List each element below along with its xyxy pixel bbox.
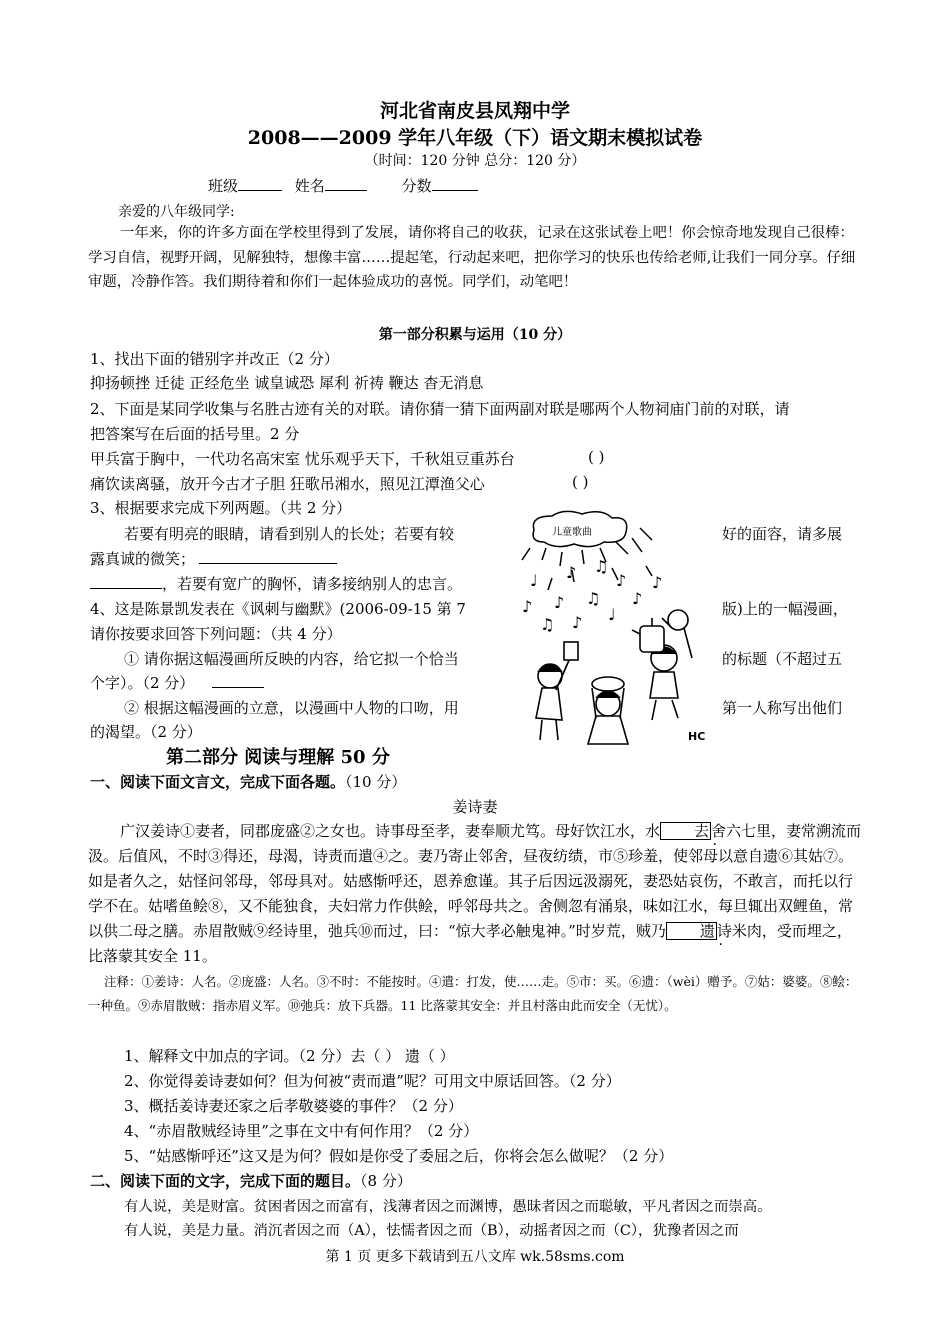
page-footer: 第 1 页 更多下载请到五八文库 wk.58sms.com <box>325 1249 625 1265</box>
sec1-heading-line <box>90 771 406 792</box>
q4-line2: 请你按要求回答下列问题：（共 4 分） <box>90 625 342 643</box>
svg-text:♫: ♫ <box>586 589 601 608</box>
svg-text:♪: ♪ <box>572 613 583 632</box>
passage-body <box>88 819 862 969</box>
school-name: 河北省南皮县凤翔中学 <box>379 100 570 122</box>
svg-text:♪: ♪ <box>616 571 627 590</box>
passage-notes: 注释：①姜诗：人名。②庞盛：人名。③不时：不能按时。④遣：打发，使……走。⑤市：买。⑥遗：（wèi）赠予。⑦姑：婆婆。⑧鲙：一种鱼。⑨赤眉散贼：指赤眉义军。⑩弛兵：放下兵器。11 比落蒙其安全：并且村落由此而安全（无忧）。 <box>88 974 858 1013</box>
passage-part-a: 广汉姜诗①妻者，同郡庞盛②之女也。诗事母至孝，妻奉顺尤笃。母好饮江水，水 <box>120 822 661 840</box>
name-blank <box>325 176 367 191</box>
q3-line3 <box>90 573 462 594</box>
class-blank <box>238 176 282 191</box>
svg-text:♪: ♪ <box>652 573 663 592</box>
cartoon-illustration <box>512 508 712 756</box>
right-child-pot <box>640 626 664 652</box>
name-label: 姓名 <box>294 177 325 195</box>
left-child-cup <box>564 642 578 660</box>
q2-line1: 2、下面是某同学收集与名胜古迹有关的对联。请你猜一猜下面两副对联是哪两个人物祠庙门前的对联，请 <box>90 400 790 418</box>
q3-answer-blank-1[interactable] <box>199 549 337 564</box>
greeting: 亲爱的八年级同学: <box>118 204 235 220</box>
sub-question-5: 5、“姑感惭呼还”这又是为何？假如是你受了委屈之后，你将会怎么做呢？（2 分） <box>124 1147 674 1165</box>
q3-line2-text: 露真诚的微笑； <box>90 550 196 568</box>
svg-text:♫: ♫ <box>540 615 555 634</box>
intro-body: 一年来，你的许多方面在学校里得到了发展，请你将自己的收获，记录在这张试卷上吧！你会惊奇地发现自己很棒：学习自信，视野开阔，见解独特，想像丰富……提起笔，行动起来吧，把你学习的快乐也传给老师,让我们一同分享。仔细审题，冷静作答。我们期待着和你们一起体验成功的喜悦。同学们，动笔吧！ <box>88 225 856 290</box>
sub-question-4: 4、“赤眉散贼经诗里”之事在文中有何作用？（2 分） <box>124 1122 479 1140</box>
couplet2-answer-bracket[interactable]: ( ) <box>572 473 589 491</box>
svg-text:♫: ♫ <box>594 557 609 576</box>
sub-question-3: 3、概括姜诗妻还家之后孝敬婆婆的事件？（2 分） <box>124 1097 463 1115</box>
sec2-heading-line <box>90 1170 412 1191</box>
music-notes <box>522 557 662 634</box>
student-info-line <box>208 175 478 196</box>
q4-sub1-end <box>90 672 264 693</box>
q3-answer-blank-2[interactable] <box>90 574 162 589</box>
score-label: 分数 <box>401 177 432 195</box>
cartoon-signature: HC <box>688 730 706 743</box>
q3-line1-right: 好的面容，请多展 <box>722 525 843 543</box>
q4-sub1-left: ① 请你据这幅漫画所反映的内容，给它拟一个恰当 <box>124 650 459 668</box>
sec2-paragraph-1: 有人说，美是财富。贫困者因之而富有，浅薄者因之而渊博，愚昧者因之而聪敏，平凡者因之而崇高。 <box>124 1199 772 1215</box>
q4-sub1-right: 的标题（不超过五 <box>722 650 843 668</box>
part2-heading: 第二部分 阅读与理解 50 分 <box>166 747 390 768</box>
svg-text:♩: ♩ <box>530 571 538 590</box>
q4-sub2-right: 第一人称写出他们 <box>722 699 843 717</box>
exam-time-total: （时间：120 分钟 总分：120 分） <box>364 153 586 169</box>
sec1-points: （10 分） <box>345 773 407 791</box>
sec2-paragraph-2: 有人说，美是力量。消沉者因之而（A），怯懦者因之而（B），动摇者因之而（C），犹豫者因之而 <box>124 1223 739 1239</box>
q4-line1-right: 版)上的一幅漫画， <box>722 600 848 618</box>
exam-title: 2008——2009 学年八年级（下）语文期末模拟试卷 <box>247 127 703 149</box>
passage-part-c: 诗米肉，受而埋之，比落蒙其安全 11。 <box>88 922 852 965</box>
q4-line1-left: 4、这是陈景凯发表在《讽刺与幽默》(2006-09-15 第 7 <box>90 600 466 618</box>
svg-text:♪: ♪ <box>554 593 565 612</box>
q4-sub2-left: ② 根据这幅漫画的立意，以漫画中人物的口吻，用 <box>124 699 459 717</box>
q3: 3、根据要求完成下列两题。（共 2 分） <box>90 499 352 517</box>
passage-title: 姜诗妻 <box>452 798 498 816</box>
marked-word-qu: 去 <box>660 822 711 840</box>
q4-sub2-end: 的渴望。（2 分） <box>90 723 202 741</box>
q3-line1-left: 若要有明亮的眼睛，请看到别人的长处；若要有较 <box>124 525 455 543</box>
svg-text:♪: ♪ <box>522 597 533 616</box>
q1-words: 抑扬顿挫 迁徒 正经危坐 诚皇诚恐 犀利 祈祷 鞭达 杳无消息 <box>90 374 484 392</box>
q4-title-blank[interactable] <box>212 673 264 688</box>
couplet1-answer-bracket[interactable]: ( ) <box>588 448 605 466</box>
q3-line2 <box>90 548 337 569</box>
sec2-heading: 二、阅读下面的文字，完成下面的题目。 <box>90 1172 361 1190</box>
q3-line3-text: ，若要有宽广的胸怀，请多接纳别人的忠言。 <box>162 575 463 593</box>
bowl <box>592 677 624 691</box>
sec2-points: （8 分） <box>360 1172 412 1190</box>
sub-question-2: 2、你觉得姜诗妻如何？但为何被“责而遣”呢？可用文中原话回答。（2 分） <box>124 1072 621 1090</box>
score-blank <box>432 176 478 191</box>
sub-question-1: 1、解释文中加点的字词。（2 分）去（ ） 遗（ ） <box>124 1047 455 1065</box>
couplet2: 痛饮读离骚，放开今古才子胆 狂歌吊湘水，照见江潭渔父心 <box>90 475 485 493</box>
svg-text:♪: ♪ <box>566 563 577 582</box>
q2-line2: 把答案写在后面的括号里。2 分 <box>90 425 300 443</box>
couplet1: 甲兵富于胸中，一代功名高宋室 忧乐观乎天下，千秋俎豆重苏台 <box>90 450 515 468</box>
class-label: 班级 <box>208 177 239 195</box>
cloud-text: 儿童歌曲 <box>552 527 592 538</box>
svg-text:♪: ♪ <box>632 589 643 608</box>
svg-text:♩: ♩ <box>608 605 616 624</box>
q4-sub1-end-text: 个字）。（2 分） <box>90 674 195 692</box>
q1: 1、找出下面的错别字并改正（2 分） <box>90 350 339 368</box>
passage-part-b: 舍六七里，妻常溯流而汲。后值风，不时③得还，母渴，诗责而遣④之。妻乃寄止邻舍，昼夜纺绩，市⑤珍羞，使邻母以意自遗⑥其姑⑦。如是者久之，姑怪问邻母，邻母具对。姑感惭呼还，恩养愈谨。其子后因远汲溺死，妻恐姑哀伤，不敢言，而托以行学不在。姑嗜鱼鲙⑧，又不能独食，夫妇常力作供鲙，呼邻母共之。舍侧忽有涌泉，味如江水，每旦辄出双鲤鱼，常以供二母之膳。赤眉散贼⑨经诗里，弛兵⑩而过，曰：“惊大孝必触鬼神。”时岁荒，贼乃 <box>88 822 862 940</box>
sec1-heading: 一、阅读下面文言文，完成下面各题。 <box>90 773 346 791</box>
part1-heading: 第一部分积累与运用（10 分） <box>378 327 572 343</box>
marked-word-wei: 遗 <box>666 922 717 940</box>
